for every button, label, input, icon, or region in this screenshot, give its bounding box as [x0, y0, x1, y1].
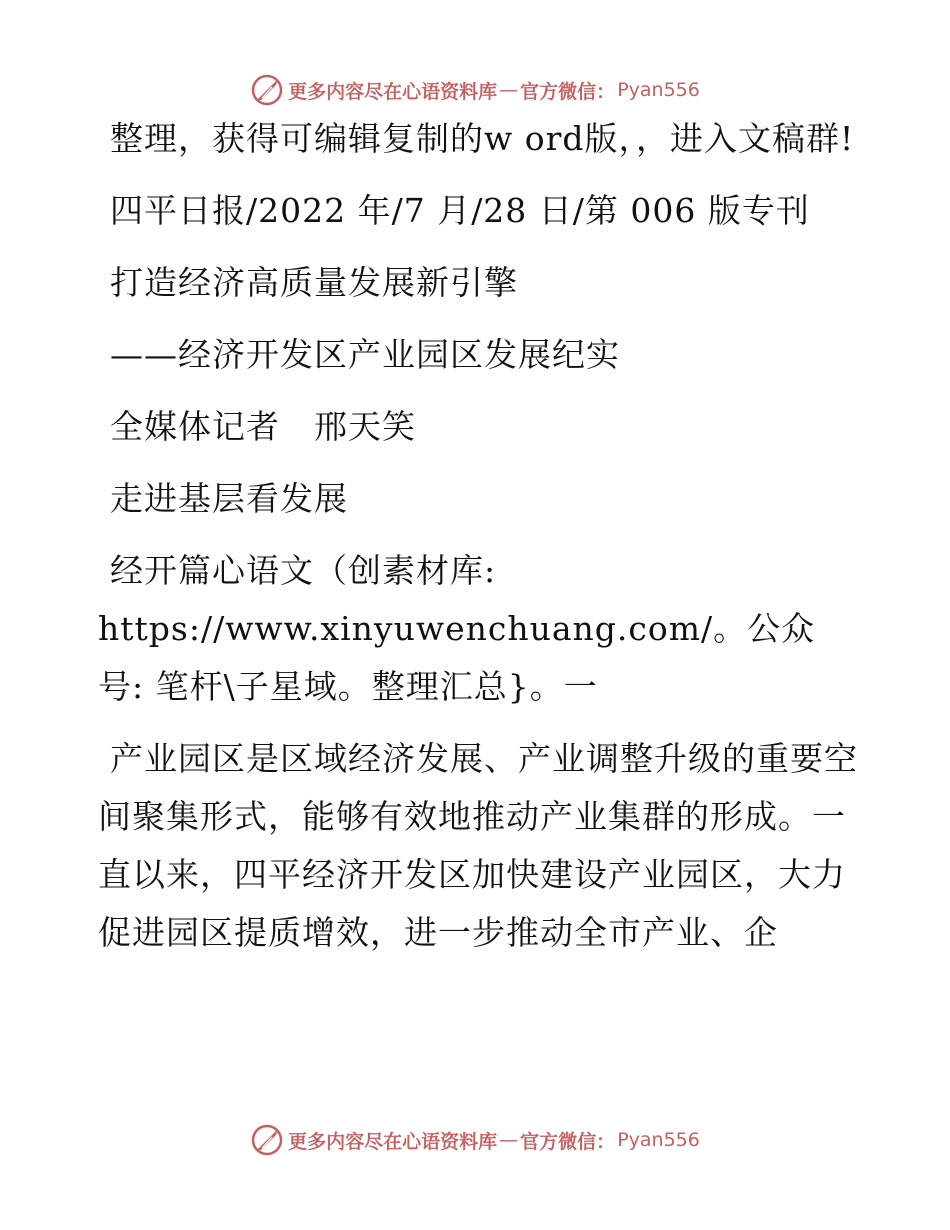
article-title: 打造经济高质量发展新引擎	[110, 263, 518, 302]
document-body	[98, 110, 858, 962]
banner-separator: —	[499, 1129, 519, 1151]
banner-tagline: 更多内容尽在心语资料库	[288, 80, 498, 103]
banner-wechat-id: Pyan556	[617, 1129, 700, 1151]
column-name: 走进基层看发展	[110, 479, 348, 518]
banner-separator: —	[499, 79, 519, 101]
quill-pen-logo-icon	[250, 73, 284, 107]
banner-tagline: 更多内容尽在心语资料库	[288, 1130, 498, 1153]
byline: 全媒体记者 邢天笑	[110, 407, 416, 446]
source-note: 经开篇心语文（创素材库: https://www.xinyuwenchuang.com/。公众号: 笔杆\子星域。整理汇总}。一	[98, 551, 816, 706]
article-subtitle: ——经济开发区产业园区发展纪实	[110, 335, 620, 374]
banner-wechat-label: 官方微信：	[520, 1130, 616, 1153]
footer-banner	[0, 1120, 950, 1160]
source-line: 四平日报/2022 年/7 月/28 日/第 006 版专刊	[110, 191, 810, 230]
body-paragraph: 产业园区是区域经济发展、产业调整升级的重要空间聚集形式，能够有效地推动产业集群的形成。一直以来，四平经济开发区加快建设产业园区，大力促进园区提质增效，进一步推动全市产业、企	[98, 739, 858, 952]
header-banner	[0, 70, 950, 110]
intro-note: 整理，获得可编辑复制的w ord版，，进入文稿群!	[110, 119, 855, 158]
banner-wechat-id: Pyan556	[617, 79, 700, 101]
banner-wechat-label: 官方微信：	[520, 80, 616, 103]
quill-pen-logo-icon	[250, 1123, 284, 1157]
